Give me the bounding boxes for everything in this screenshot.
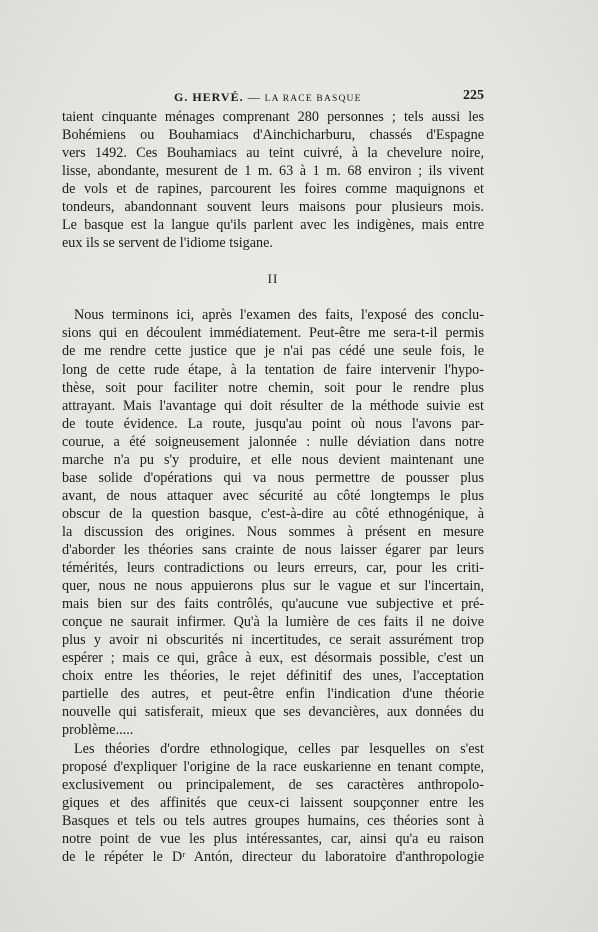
text-line: thèse, soit pour faciliter notre chemin, soit pour le rendre plus: [62, 379, 484, 396]
text-line: Le basque est la langue qu'ils parlent avec les indigènes, mais entre: [62, 217, 484, 234]
text-line: partielle des autres, et peut-être enfin l'indication d'une théorie: [62, 686, 484, 703]
text-line: Les théories d'ordre ethnologique, celles par lesquelles on s'est: [74, 740, 484, 757]
text-line: mais bien sur des faits contrôlés, qu'aucune vue subjective et pré-: [62, 596, 484, 613]
text-line: obscur de la question basque, c'est-à-dire au côté ethnogénique, à: [62, 505, 484, 522]
text-line: eux ils se servent de l'idiome tsigane.: [62, 235, 273, 252]
text-line: quer, nous ne nous appuierons plus sur le vague et sur l'incertain,: [62, 578, 484, 595]
text-line: choix entre les théories, le rejet définitif des unes, l'acceptation: [62, 668, 484, 685]
text-line: marche n'a pu s'y produire, et elle nous devient maintenant une: [62, 451, 484, 468]
text-line: Basques et tels ou tels autres groupes humains, ces théories sont à: [62, 812, 484, 829]
text-line: nouvelle qui satisferait, mieux que ses devancières, aux données du: [62, 704, 484, 721]
text-line: Bohémiens ou Bouhamiacs d'Ainchicharburu, chassés d'Espagne: [62, 127, 484, 144]
text-line: tondeurs, abandonnant souvent leurs maisons pour plusieurs mois.: [62, 199, 484, 216]
text-line: conçue ne saurait infirmer. Qu'à la lumière de ces faits il ne doive: [62, 614, 484, 631]
text-line: taient cinquante ménages comprenant 280 personnes ; tels aussi les: [62, 109, 484, 125]
text-line: sions qui en découlent immédiatement. Peut-être me sera-t-il permis: [62, 325, 484, 342]
text-line: avant, de nous attaquer avec sécurité au côté longtemps le plus: [62, 487, 484, 504]
text-line: giques et des affinités que ceux-ci laissent soupçonner entre les: [62, 794, 484, 811]
text-line: plus y avoir ni obscurités ni incertitudes, ce serait assurément trop: [62, 632, 484, 649]
paragraph-1: [62, 108, 484, 252]
header-title: LA RACE BASQUE: [264, 94, 362, 104]
text-line: de toute évidence. La route, jusqu'au point où nous l'avons par-: [62, 415, 484, 432]
text-line: de le répéter le Dʳ Antón, directeur du laboratoire d'anthropologie: [62, 848, 484, 865]
text-line: de vols et de rapines, parcourent les foires comme maquignons et: [62, 181, 484, 198]
section-heading: II: [267, 271, 279, 287]
text-line: long de cette rude étape, à la tentation de faire intervenir l'hypo-: [62, 361, 484, 378]
text-line: Nous terminons ici, après l'examen des faits, l'exposé des conclu-: [74, 307, 484, 324]
body-text: [62, 108, 484, 866]
text-line: vers 1492. Ces Bouhamiacs au teint cuivré, à la chevelure noire,: [62, 145, 484, 162]
text-line: la discussion des origines. Nous sommes à présent en mesure: [62, 523, 484, 540]
page-header: [62, 88, 484, 108]
text-line: attrayant. Mais l'avantage qui doit résulter de la méthode suivie est: [62, 397, 484, 414]
text-line: proposé d'expliquer l'origine de la race euskarienne en tenant compte,: [62, 758, 484, 775]
running-head: [174, 90, 362, 105]
text-line: notre point de vue les plus intéressantes, car, ainsi qu'a eu raison: [62, 830, 484, 847]
paragraph-3: [62, 740, 484, 866]
header-author: G. HERVÉ.: [174, 90, 244, 104]
text-line: problème.....: [62, 722, 134, 739]
text-line: de me rendre cette justice que je n'ai pas cédé une seule fois, le: [62, 343, 484, 360]
text-line: exclusivement ou principalement, de ses caractères anthropolo-: [62, 776, 484, 793]
text-line: base solide d'opérations qui va nous permettre de pousser plus: [62, 469, 484, 486]
text-line: d'aborder les théories sans crainte de nous laisser égarer par leurs: [62, 541, 484, 558]
text-line: lisse, abondante, mesurent de 1 m. 63 à 1 m. 68 environ ; ils vivent: [62, 163, 484, 180]
text-line: espérer ; mais ce qui, grâce à eux, est désormais possible, c'est un: [62, 650, 484, 667]
text-line: témérités, leurs contradictions ou leurs erreurs, car, pour les criti-: [62, 560, 484, 577]
page-number: 225: [463, 88, 484, 103]
paragraph-2: [62, 306, 484, 739]
header-separator: —: [247, 90, 261, 104]
text-line: courue, a été soigneusement jalonnée : nulle déviation dans notre: [62, 433, 484, 450]
